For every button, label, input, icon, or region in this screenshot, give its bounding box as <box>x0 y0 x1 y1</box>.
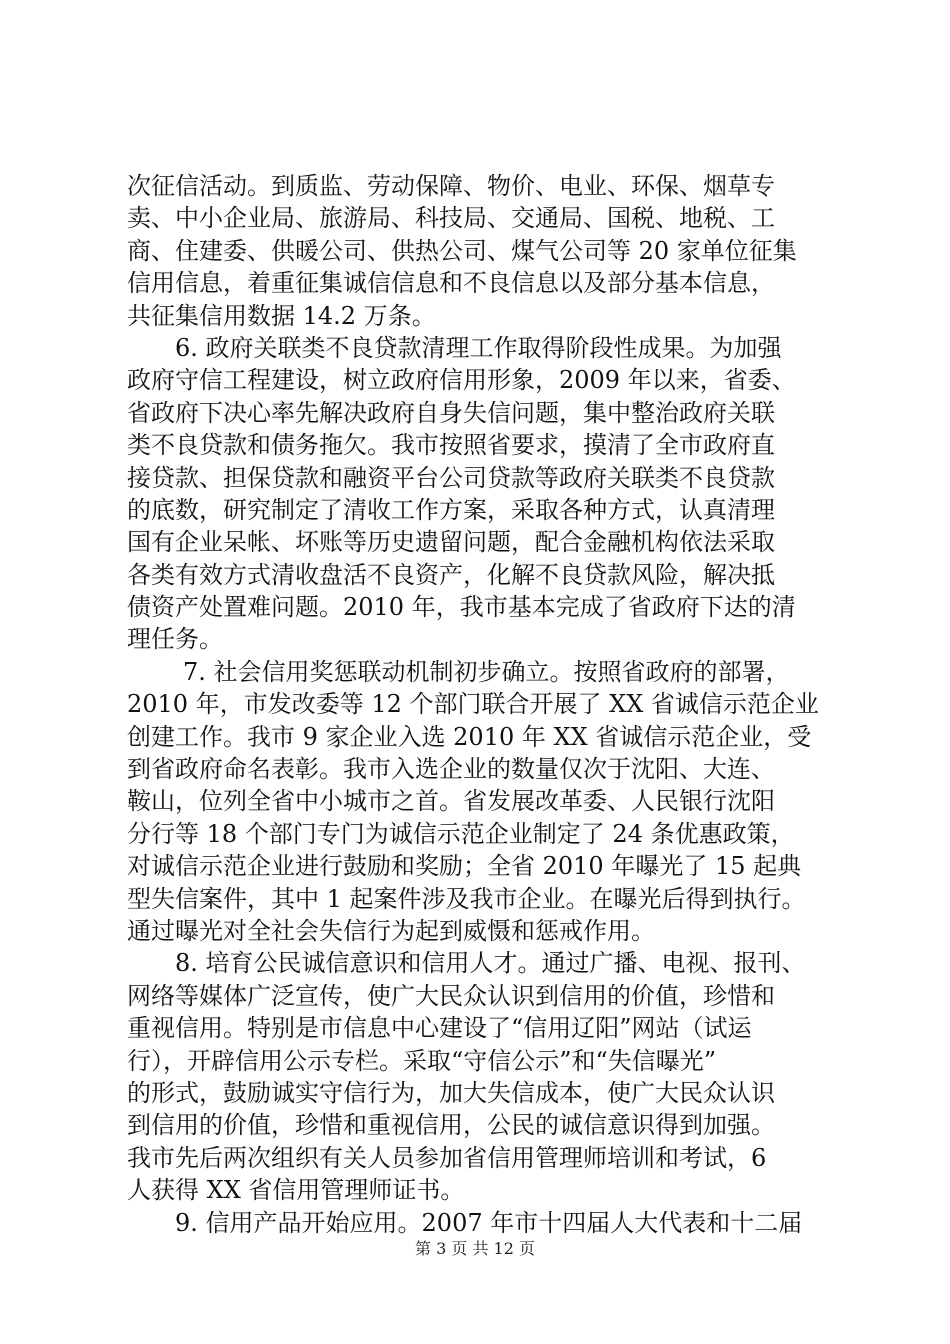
text-line: 对诚信示范企业进行鼓励和奖励；全省 2010 年曝光了 15 起典 <box>127 852 802 881</box>
text-line: 6. 政府关联类不良贷款清理工作取得阶段性成果。为加强 <box>175 333 782 362</box>
paragraph-item-9 <box>127 1207 837 1239</box>
text-line: 政府守信工程建设，树立政府信用形象，2009 年以来，省委、 <box>127 366 796 395</box>
text-line: 2010 年，市发改委等 12 个部门联合开展了 XX 省诚信示范企业 <box>127 690 819 719</box>
text-line: 创建工作。我市 9 家企业入选 2010 年 XX 省诚信示范企业，受 <box>127 722 812 751</box>
text-line: 各类有效方式清收盘活不良资产，化解不良贷款风险，解决抵 <box>127 560 775 589</box>
text-line: 国有企业呆帐、坏账等历史遗留问题，配合金融机构依法采取 <box>127 528 775 557</box>
text-line: 7. 社会信用奖惩联动机制初步确立。按照省政府的部署， <box>183 657 790 686</box>
text-line: 次征信活动。到质监、劳动保障、物价、电业、环保、烟草专 <box>127 172 775 200</box>
text-line: 8. 培育公民诚信意识和信用人才。通过广播、电视、报刊、 <box>175 949 806 978</box>
text-line: 类不良贷款和债务拖欠。我市按照省要求，摸清了全市政府直 <box>127 431 775 460</box>
text-line: 信用信息，着重征集诚信信息和不良信息以及部分基本信息， <box>127 269 775 298</box>
paragraph-item-6 <box>127 332 837 656</box>
text-line: 到信用的价值，珍惜和重视信用，公民的诚信意识得到加强。 <box>127 1111 775 1140</box>
text-line: 重视信用。特别是市信息中心建设了“信用辽阳”网站（试运 <box>127 1014 752 1043</box>
text-line: 9. 信用产品开始应用。2007 年市十四届人大代表和十二届 <box>175 1208 803 1237</box>
text-line: 通过曝光对全社会失信行为起到威慑和惩戒作用。 <box>127 916 655 945</box>
paragraph-credit-collection <box>127 170 837 332</box>
text-line: 网络等媒体广泛宣传，使广大民众认识到信用的价值，珍惜和 <box>127 981 775 1010</box>
text-line: 卖、中小企业局、旅游局、科技局、交通局、国税、地税、工 <box>127 204 775 233</box>
paragraph-item-7 <box>127 656 837 948</box>
text-line: 接贷款、担保贷款和融资平台公司贷款等政府关联类不良贷款 <box>127 463 775 492</box>
text-line: 省政府下决心率先解决政府自身失信问题，集中整治政府关联 <box>127 398 775 427</box>
paragraph-item-8 <box>127 947 837 1206</box>
text-line: 共征集信用数据 14.2 万条。 <box>127 301 436 330</box>
text-line: 理任务。 <box>127 625 223 654</box>
text-line: 人获得 XX 省信用管理师证书。 <box>127 1176 465 1205</box>
text-line: 我市先后两次组织有关人员参加省信用管理师培训和考试，6 <box>127 1143 767 1172</box>
text-line: 商、住建委、供暖公司、供热公司、煤气公司等 20 家单位征集 <box>127 236 797 265</box>
text-line: 债资产处置难问题。2010 年，我市基本完成了省政府下达的清 <box>127 593 796 622</box>
text-line: 行），开辟信用公示专栏。采取“守信公示”和“失信曝光” <box>127 1046 717 1075</box>
text-line: 分行等 18 个部门专门为诚信示范企业制定了 24 条优惠政策， <box>127 819 795 848</box>
text-line: 型失信案件，其中 1 起案件涉及我市企业。在曝光后得到执行。 <box>127 884 806 913</box>
document-body <box>127 170 837 1239</box>
text-line: 鞍山，位列全省中小城市之首。省发展改革委、人民银行沈阳 <box>127 787 775 816</box>
text-line: 到省政府命名表彰。我市入选企业的数量仅次于沈阳、大连、 <box>127 755 775 784</box>
text-line: 的底数，研究制定了清收工作方案，采取各种方式，认真清理 <box>127 495 775 524</box>
text-line: 的形式，鼓励诚实守信行为，加大失信成本，使广大民众认识 <box>127 1078 775 1107</box>
page-footer: 第 3 页 共 12 页 <box>415 1239 535 1258</box>
